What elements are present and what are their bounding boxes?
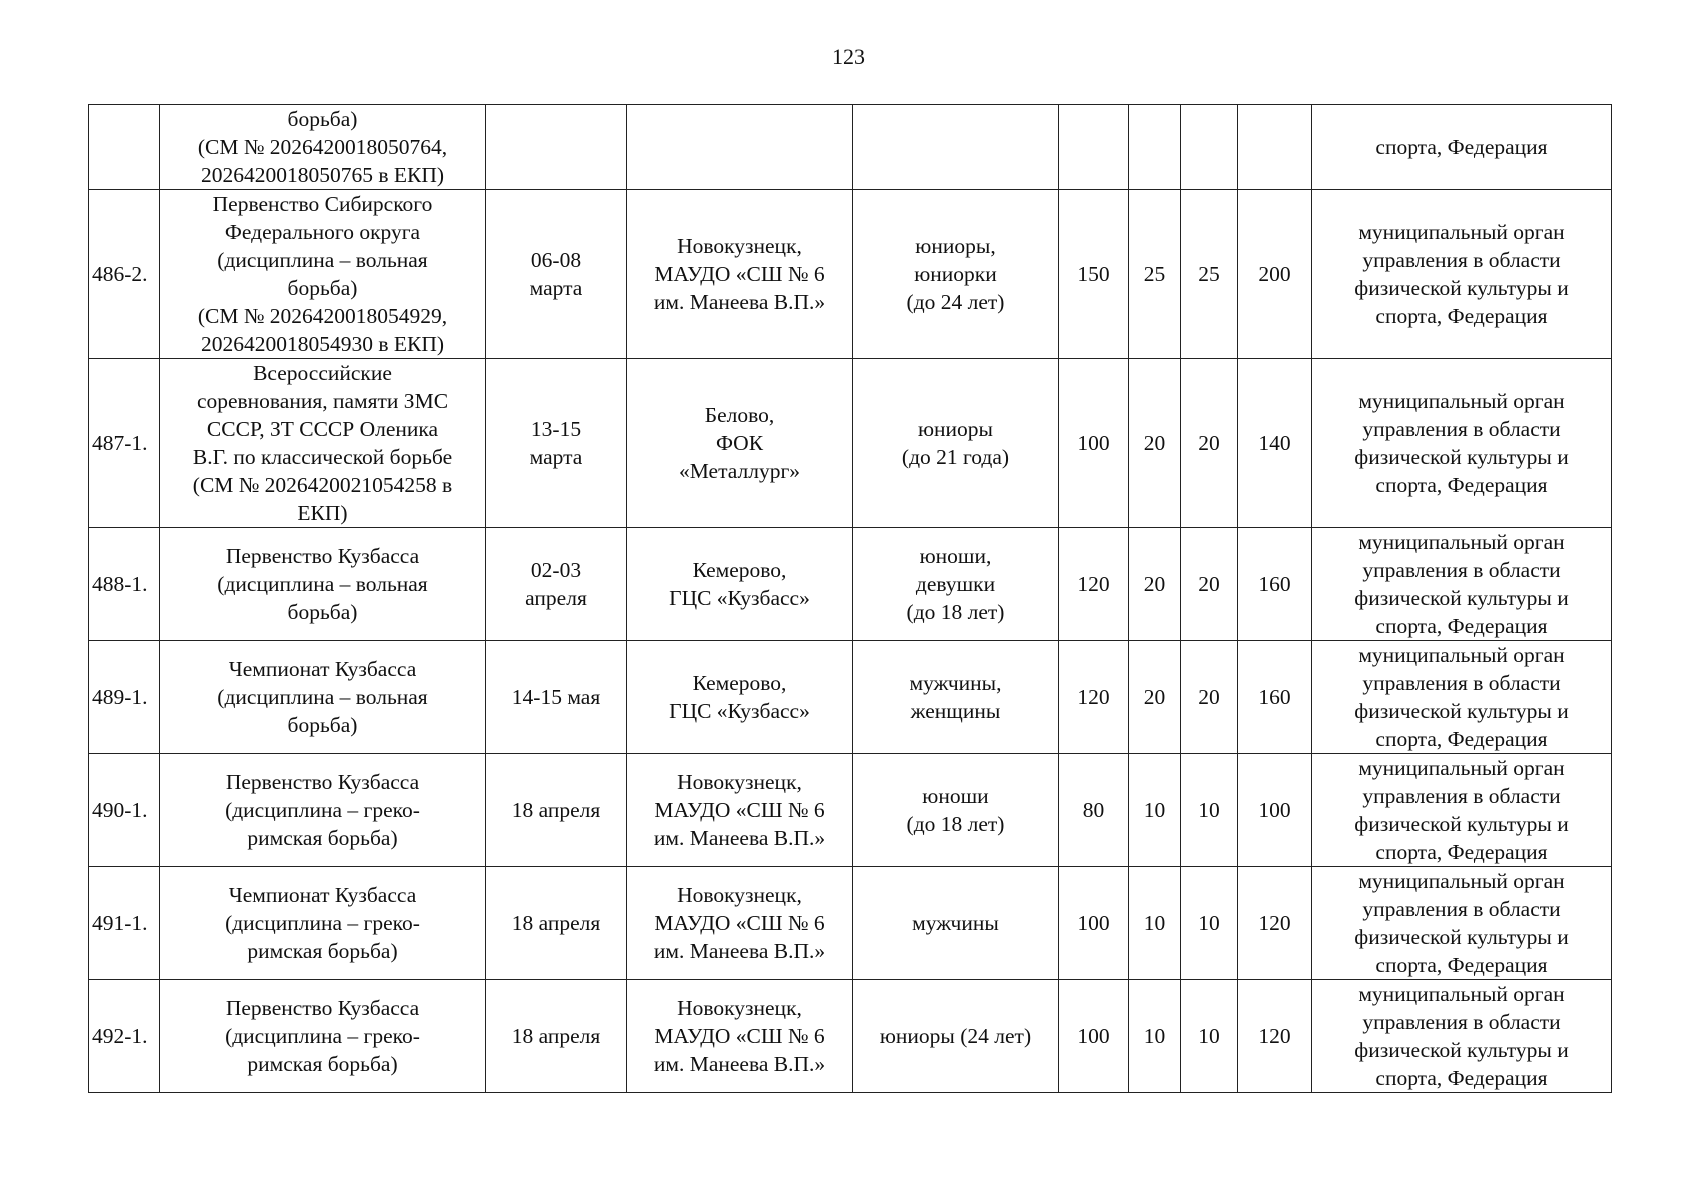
cell-participants: 100 [1059, 980, 1129, 1093]
text-line: ГЦС «Кузбасс» [669, 586, 810, 610]
cell-venue [627, 754, 853, 867]
text-line: 18 апреля [511, 798, 601, 822]
table-row [89, 754, 1612, 867]
text-line: управления в области [1362, 1010, 1561, 1034]
text-line: муниципальный орган [1358, 220, 1565, 244]
text-line: женщины [910, 699, 1001, 723]
cell-organizer [1312, 359, 1612, 528]
text-line: спорта, Федерация [1375, 840, 1548, 864]
table-row [89, 190, 1612, 359]
text-line: физической культуры и [1354, 925, 1569, 949]
cell-participants: 100 [1059, 867, 1129, 980]
cell-total: 160 [1238, 641, 1312, 754]
cell-event-name [160, 190, 486, 359]
cell-participants: 120 [1059, 641, 1129, 754]
cell-category [853, 641, 1059, 754]
cell-venue [627, 641, 853, 754]
cell-event-name [160, 359, 486, 528]
text-line: спорта, Федерация [1375, 953, 1548, 977]
text-line: борьба) [287, 713, 358, 737]
text-line: юниоры (24 лет) [879, 1024, 1032, 1048]
text-line: Чемпионат Кузбасса [228, 883, 417, 907]
text-line: управления в области [1362, 248, 1561, 272]
cell-judges: 20 [1129, 528, 1181, 641]
text-line: ЕКП) [297, 501, 348, 525]
text-line: спорта, Федерация [1375, 304, 1548, 328]
cell-event-name [160, 528, 486, 641]
cell-judges: 10 [1129, 867, 1181, 980]
cell-participants: 80 [1059, 754, 1129, 867]
text-line: спорта, Федерация [1375, 473, 1548, 497]
text-line: соревнования, памяти ЗМС [196, 389, 449, 413]
cell-number: 487-1. [89, 359, 160, 528]
text-line: физической культуры и [1354, 445, 1569, 469]
text-line: марта [529, 276, 583, 300]
text-line: юноши [922, 784, 989, 808]
cell-total: 140 [1238, 359, 1312, 528]
cell-officials: 10 [1181, 867, 1238, 980]
text-line: СССР, ЗТ СССР Оленика [206, 417, 439, 441]
text-line: МАУДО «СШ № 6 [654, 798, 825, 822]
text-line: (дисциплина – вольная [217, 685, 428, 709]
text-line: юниоры, [915, 234, 996, 258]
text-line: 13-15 [530, 417, 582, 441]
cell-total: 200 [1238, 190, 1312, 359]
cell-category [853, 980, 1059, 1093]
text-line: ФОК [715, 431, 764, 455]
text-line: борьба) [287, 276, 358, 300]
table-row [89, 359, 1612, 528]
cell-participants [1059, 105, 1129, 190]
text-line: ГЦС «Кузбасс» [669, 699, 810, 723]
cell-event-name [160, 754, 486, 867]
cell-participants: 120 [1059, 528, 1129, 641]
cell-number: 491-1. [89, 867, 160, 980]
cell-date [486, 105, 627, 190]
table-row [89, 867, 1612, 980]
text-line: управления в области [1362, 784, 1561, 808]
text-line: МАУДО «СШ № 6 [654, 911, 825, 935]
cell-category [853, 359, 1059, 528]
text-line: Чемпионат Кузбасса [228, 657, 417, 681]
cell-venue [627, 528, 853, 641]
text-line: (дисциплина – греко- [225, 798, 420, 822]
text-line: управления в области [1362, 671, 1561, 695]
cell-category [853, 190, 1059, 359]
cell-number: 489-1. [89, 641, 160, 754]
text-line: муниципальный орган [1358, 982, 1565, 1006]
text-line: Федерального округа [224, 220, 421, 244]
text-line: Всероссийские [253, 361, 392, 385]
text-line: МАУДО «СШ № 6 [654, 262, 825, 286]
text-line: спорта, Федерация [1375, 614, 1548, 638]
cell-event-name [160, 980, 486, 1093]
text-line: (СМ № 2026420018050764, [197, 135, 448, 159]
text-line: (до 18 лет) [906, 600, 1005, 624]
cell-judges: 25 [1129, 190, 1181, 359]
cell-number [89, 105, 160, 190]
cell-judges: 20 [1129, 641, 1181, 754]
cell-date [486, 980, 627, 1093]
cell-venue [627, 980, 853, 1093]
cell-category [853, 528, 1059, 641]
cell-officials: 20 [1181, 528, 1238, 641]
text-line: Белово, [704, 403, 775, 427]
text-line: 02-03 [530, 558, 582, 582]
cell-venue [627, 105, 853, 190]
cell-date [486, 190, 627, 359]
cell-category [853, 867, 1059, 980]
text-line: борьба) [287, 107, 358, 131]
text-line: Первенство Сибирского [212, 192, 433, 216]
cell-number: 490-1. [89, 754, 160, 867]
cell-event-name [160, 867, 486, 980]
text-line: 06-08 [530, 248, 582, 272]
text-line: спорта, Федерация [1375, 727, 1548, 751]
text-line: (до 21 года) [901, 445, 1010, 469]
cell-venue [627, 190, 853, 359]
text-line: мужчины [912, 911, 999, 935]
cell-number: 492-1. [89, 980, 160, 1093]
text-line: юниоры [917, 417, 994, 441]
text-line: марта [529, 445, 583, 469]
text-line: муниципальный орган [1358, 530, 1565, 554]
text-line: Новокузнецк, [677, 883, 802, 907]
cell-event-name [160, 641, 486, 754]
text-line: 14-15 мая [511, 685, 601, 709]
cell-event-name [160, 105, 486, 190]
text-line: спорта, Федерация [1375, 1066, 1548, 1090]
cell-venue [627, 359, 853, 528]
cell-number: 486-2. [89, 190, 160, 359]
text-line: муниципальный орган [1358, 643, 1565, 667]
cell-organizer [1312, 980, 1612, 1093]
cell-total: 100 [1238, 754, 1312, 867]
text-line: физической культуры и [1354, 1038, 1569, 1062]
text-line: 2026420018050765 в ЕКП) [200, 163, 445, 187]
text-line: им. Манеева В.П.» [653, 290, 826, 314]
text-line: физической культуры и [1354, 812, 1569, 836]
text-line: (до 24 лет) [906, 290, 1005, 314]
table-row [89, 528, 1612, 641]
table-body [89, 105, 1612, 1093]
cell-date [486, 359, 627, 528]
cell-officials: 10 [1181, 754, 1238, 867]
cell-officials: 20 [1181, 641, 1238, 754]
text-line: Новокузнецк, [677, 996, 802, 1020]
cell-judges: 10 [1129, 980, 1181, 1093]
cell-total: 160 [1238, 528, 1312, 641]
text-line: «Металлург» [678, 459, 801, 483]
cell-judges: 20 [1129, 359, 1181, 528]
text-line: юноши, [919, 544, 992, 568]
text-line: римская борьба) [247, 1052, 398, 1076]
cell-organizer [1312, 528, 1612, 641]
cell-judges: 10 [1129, 754, 1181, 867]
text-line: римская борьба) [247, 826, 398, 850]
cell-number: 488-1. [89, 528, 160, 641]
cell-category [853, 754, 1059, 867]
text-line: физической культуры и [1354, 699, 1569, 723]
text-line: 18 апреля [511, 1024, 601, 1048]
table-row-continuation [89, 105, 1612, 190]
text-line: физической культуры и [1354, 276, 1569, 300]
text-line: МАУДО «СШ № 6 [654, 1024, 825, 1048]
text-line: (дисциплина – греко- [225, 911, 420, 935]
text-line: римская борьба) [247, 939, 398, 963]
cell-total [1238, 105, 1312, 190]
text-line: девушки [915, 572, 996, 596]
cell-date [486, 867, 627, 980]
cell-total: 120 [1238, 867, 1312, 980]
text-line: (дисциплина – вольная [217, 248, 428, 272]
text-line: Новокузнецк, [677, 770, 802, 794]
cell-date [486, 528, 627, 641]
text-line: им. Манеева В.П.» [653, 939, 826, 963]
cell-organizer [1312, 867, 1612, 980]
text-line: муниципальный орган [1358, 389, 1565, 413]
cell-officials: 25 [1181, 190, 1238, 359]
cell-participants: 150 [1059, 190, 1129, 359]
text-line: (СМ № 2026420021054258 в [192, 473, 453, 497]
text-line: (до 18 лет) [906, 812, 1005, 836]
text-line: управления в области [1362, 417, 1561, 441]
cell-organizer [1312, 190, 1612, 359]
cell-officials [1181, 105, 1238, 190]
table-row [89, 641, 1612, 754]
text-line: им. Манеева В.П.» [653, 826, 826, 850]
cell-officials: 20 [1181, 359, 1238, 528]
cell-organizer [1312, 105, 1612, 190]
text-line: им. Манеева В.П.» [653, 1052, 826, 1076]
text-line: Первенство Кузбасса [225, 770, 420, 794]
cell-officials: 10 [1181, 980, 1238, 1093]
text-line: апреля [525, 586, 587, 610]
cell-category [853, 105, 1059, 190]
text-line: (СМ № 2026420018054929, [197, 304, 448, 328]
text-line: (дисциплина – греко- [225, 1024, 420, 1048]
cell-participants: 100 [1059, 359, 1129, 528]
text-line: Первенство Кузбасса [225, 544, 420, 568]
text-line: спорта, Федерация [1375, 135, 1548, 159]
cell-total: 120 [1238, 980, 1312, 1093]
text-line: Кемерово, [692, 558, 787, 582]
text-line: управления в области [1362, 558, 1561, 582]
cell-venue [627, 867, 853, 980]
cell-organizer [1312, 754, 1612, 867]
text-line: Кемерово, [692, 671, 787, 695]
text-line: физической культуры и [1354, 586, 1569, 610]
cell-judges [1129, 105, 1181, 190]
text-line: Новокузнецк, [677, 234, 802, 258]
events-table [88, 104, 1612, 1093]
text-line: борьба) [287, 600, 358, 624]
text-line: Первенство Кузбасса [225, 996, 420, 1020]
cell-date [486, 641, 627, 754]
text-line: 2026420018054930 в ЕКП) [200, 332, 445, 356]
text-line: 18 апреля [511, 911, 601, 935]
text-line: управления в области [1362, 897, 1561, 921]
text-line: муниципальный орган [1358, 756, 1565, 780]
cell-date [486, 754, 627, 867]
cell-organizer [1312, 641, 1612, 754]
text-line: юниорки [914, 262, 997, 286]
page-number: 123 [832, 44, 865, 69]
text-line: В.Г. по классической борьбе [192, 445, 453, 469]
text-line: мужчины, [909, 671, 1002, 695]
table-row [89, 980, 1612, 1093]
text-line: (дисциплина – вольная [217, 572, 428, 596]
text-line: муниципальный орган [1358, 869, 1565, 893]
